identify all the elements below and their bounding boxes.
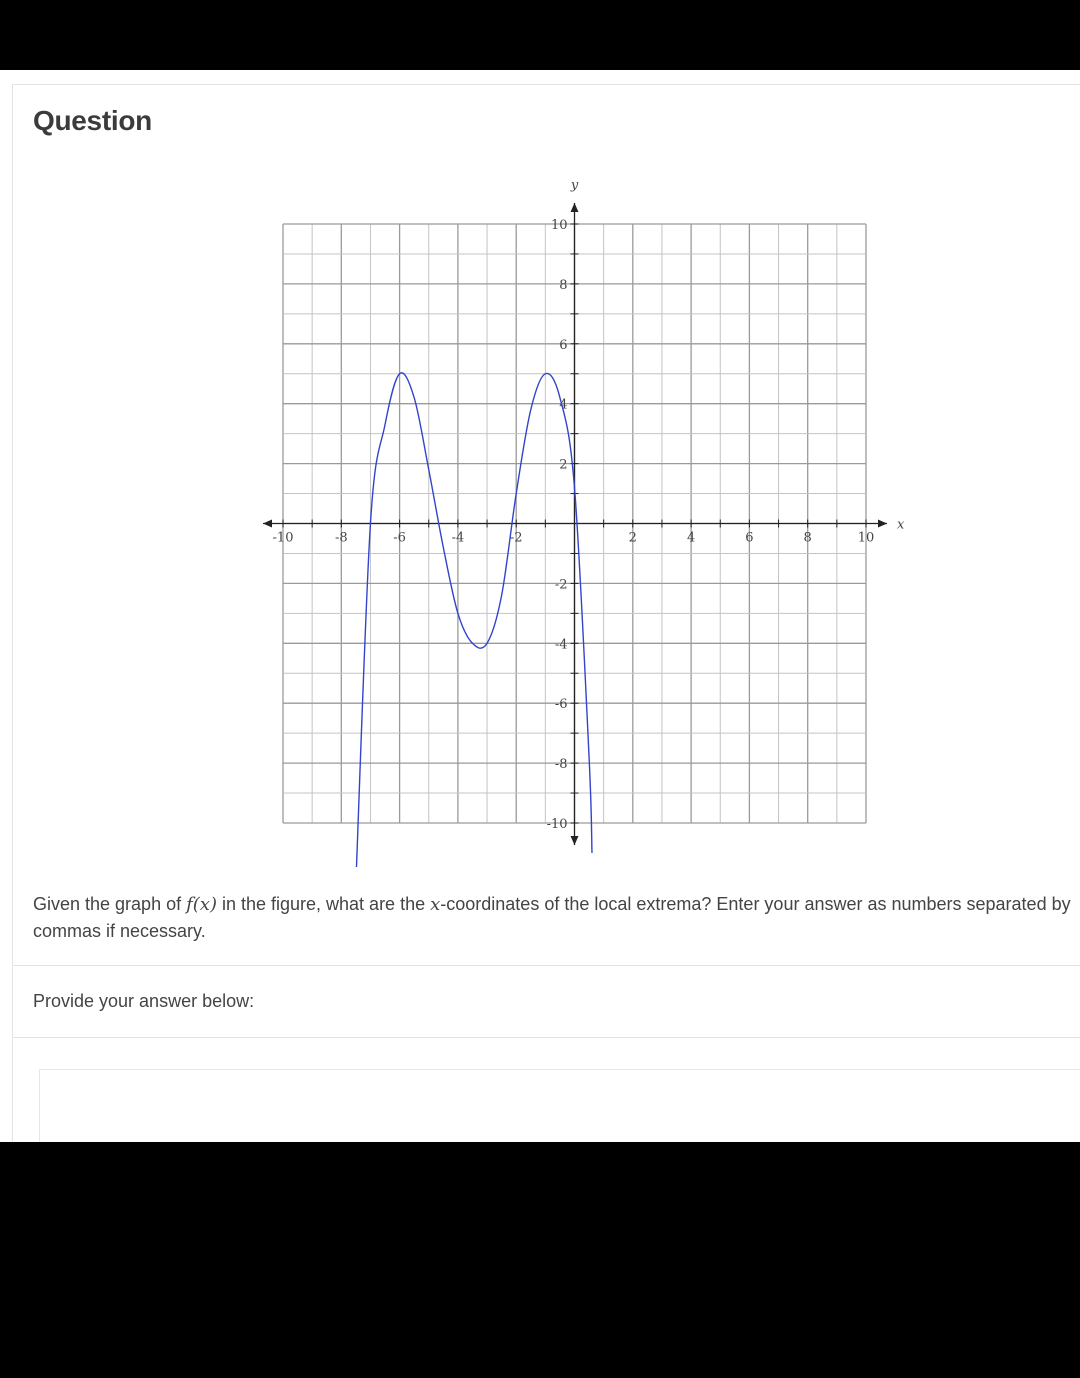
question-text: [33, 891, 1073, 945]
answer-input[interactable]: [39, 1069, 1080, 1142]
question-title: Question: [33, 105, 152, 136]
x-tick-label: -10: [272, 530, 294, 546]
y-tick-label: -6: [554, 697, 568, 713]
x-tick-label: -4: [451, 530, 465, 546]
y-tick-label: -4: [554, 637, 568, 653]
x-tick-label: 8: [803, 530, 812, 546]
page: [0, 70, 1080, 1142]
answer-prompt: Provide your answer below:: [33, 991, 255, 1011]
function-notation: f(x): [186, 894, 217, 915]
function-curve: [356, 373, 592, 877]
x-tick-label: 4: [686, 530, 696, 546]
divider: [13, 965, 1080, 966]
y-tick-label: -8: [554, 757, 568, 773]
x-axis-arrow-left: [263, 520, 272, 528]
axes: [263, 203, 887, 845]
question-text-after: -coordinates of the local extrema? Enter your answer as numbers separated by commas if necessary.: [33, 894, 1071, 941]
tick-labels: [273, 218, 875, 832]
y-tick-label: 8: [559, 277, 568, 293]
question-text-before: Given the graph of: [33, 894, 187, 914]
y-tick-label: 6: [559, 337, 568, 353]
function-graph: [245, 167, 905, 877]
y-axis-arrow-up: [571, 203, 579, 212]
status-bar: [0, 0, 1080, 70]
question-text-middle: in the figure, what are the: [216, 894, 431, 914]
y-tick-label: 4: [559, 397, 568, 413]
y-tick-label: -2: [554, 577, 568, 593]
curve: [356, 373, 592, 877]
x-tick-label: -2: [509, 530, 523, 546]
x-axis-arrow-right: [878, 520, 887, 528]
y-tick-label: -10: [546, 817, 568, 832]
x-tick-label: 6: [745, 530, 754, 546]
y-axis-label: y: [570, 178, 579, 193]
divider: [13, 1037, 1080, 1038]
x-axis-label: x: [897, 517, 905, 533]
y-tick-label: 10: [550, 218, 568, 233]
x-variable: x: [430, 894, 441, 915]
x-tick-label: 2: [628, 530, 637, 546]
y-tick-label: 2: [559, 457, 568, 473]
bottom-bar: [0, 1142, 1080, 1378]
x-tick-label: 10: [857, 530, 875, 546]
question-card: [12, 84, 1080, 1142]
x-tick-label: -6: [393, 530, 406, 546]
y-axis-arrow-down: [571, 836, 579, 845]
x-tick-label: -8: [334, 530, 348, 546]
